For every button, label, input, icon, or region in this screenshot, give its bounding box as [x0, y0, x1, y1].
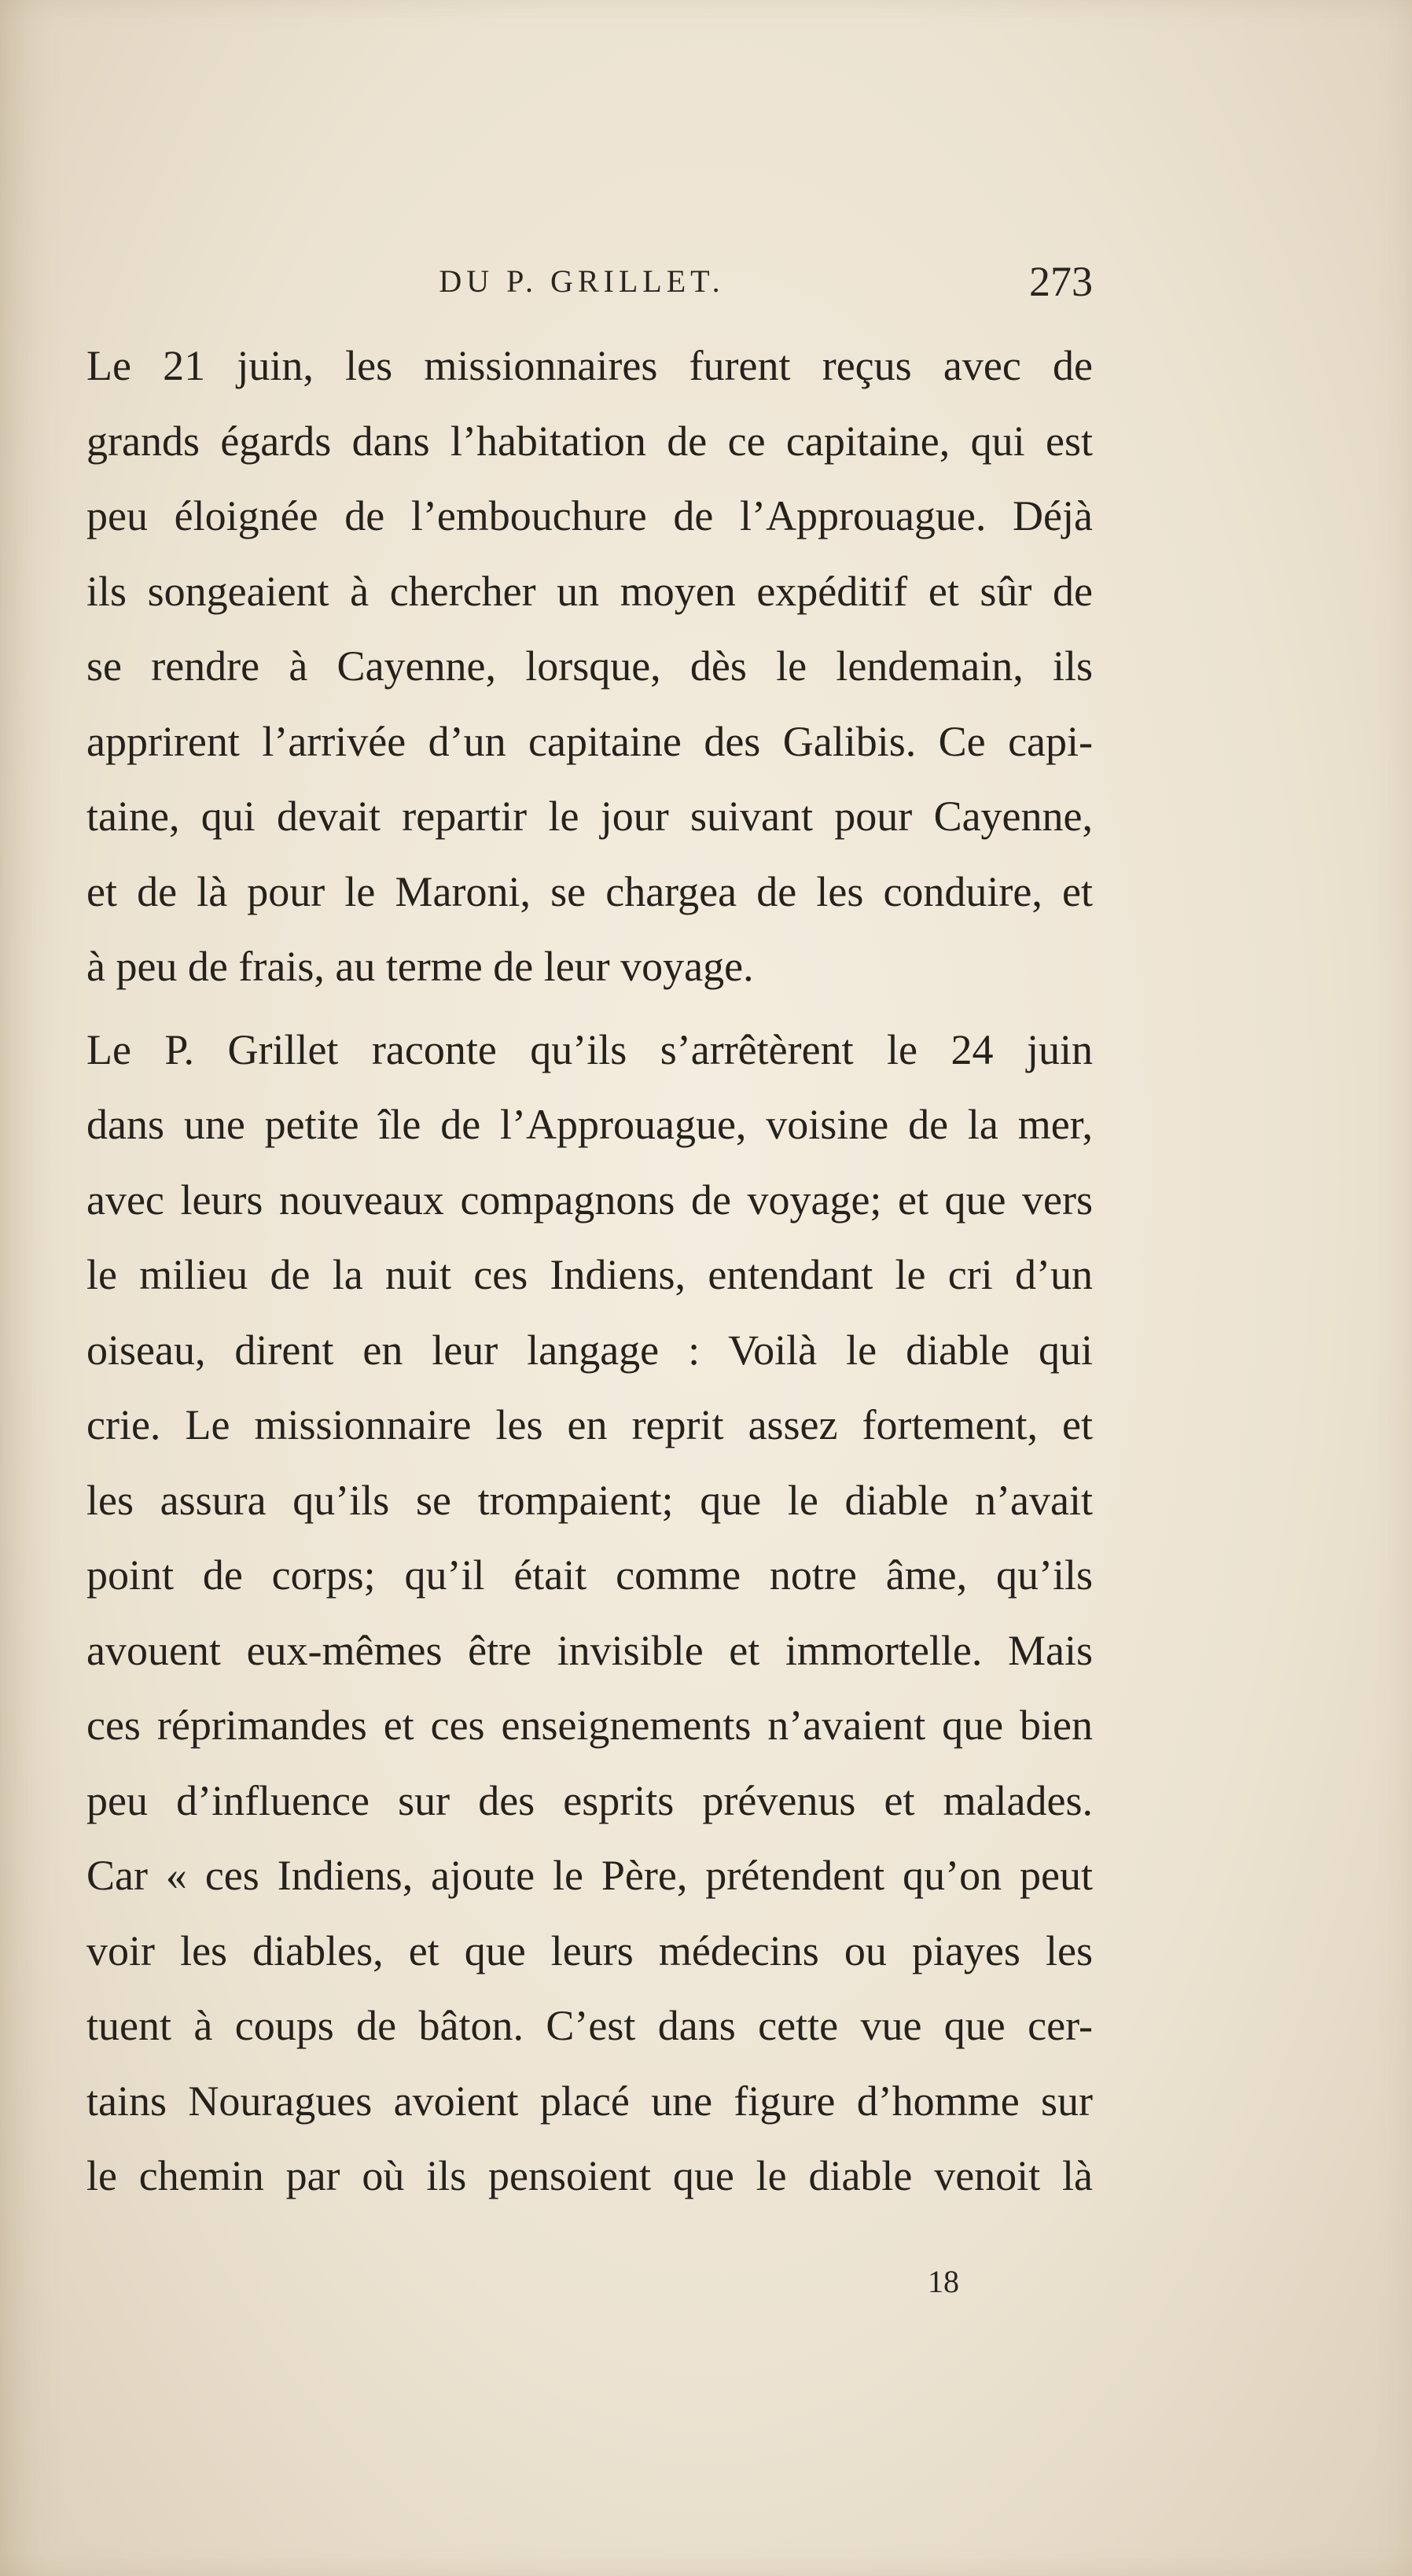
text-line: se rendre à Cayenne, lorsque, dès le lendemain, ils	[86, 642, 1093, 690]
page-header	[0, 250, 1412, 313]
text-line: avouent eux-mêmes être invisible et immortelle. Mais	[86, 1626, 1093, 1674]
text-line: taine, qui devait repartir le jour suivant pour Cayenne,	[86, 793, 1093, 840]
text-line: peu éloignée de l’embouchure de l’Approuague. Déjà	[86, 492, 1093, 539]
text-line: dans une petite île de l’Approuague, voisine de la mer,	[86, 1101, 1093, 1148]
text-line: Le 21 juin, les missionnaires furent reçus avec de	[86, 342, 1093, 389]
text-line: ces réprimandes et ces enseignements n’avaient que bien	[86, 1702, 1093, 1749]
body-text	[86, 329, 1093, 2214]
text-line: les assura qu’ils se trompaient; que le diable n’avait	[86, 1476, 1093, 1524]
text-line: le chemin par où ils pensoient que le diable venoit là	[86, 2152, 1093, 2199]
page-number: 273	[1029, 258, 1093, 305]
text-line: tuent à coups de bâton. C’est dans cette vue que cer-	[86, 2002, 1093, 2049]
text-line: Car « ces Indiens, ajoute le Père, prétendent qu’on peut	[86, 1852, 1093, 1899]
text-line: le milieu de la nuit ces Indiens, entendant le cri d’un	[86, 1251, 1093, 1298]
text-line: tains Nouragues avoient placé une figure d’homme sur	[86, 2077, 1093, 2125]
text-line: voir les diables, et que leurs médecins ou piayes les	[86, 1926, 1093, 1974]
text-line: oiseau, dirent en leur langage : Voilà le diable qui	[86, 1326, 1093, 1374]
text-line: apprirent l’arrivée d’un capitaine des Galibis. Ce capi-	[86, 717, 1093, 765]
signature-mark: 18	[928, 2264, 959, 2299]
text-line: et de là pour le Maroni, se chargea de les conduire, et	[86, 867, 1093, 915]
text-line: crie. Le missionnaire les en reprit assez fortement, et	[86, 1401, 1093, 1448]
text-line: ils songeaient à chercher un moyen expéditif et sûr de	[86, 567, 1093, 615]
text-line: Le P. Grillet raconte qu’ils s’arrêtèrent le 24 juin	[86, 1025, 1093, 1073]
text-line: peu d’influence sur des esprits prévenus et malades.	[86, 1776, 1093, 1824]
text-line: point de corps; qu’il était comme notre âme, qu’ils	[86, 1551, 1093, 1599]
text-line: avec leurs nouveaux compagnons de voyage; et que vers	[86, 1176, 1093, 1224]
text-line: à peu de frais, au terme de leur voyage.	[86, 943, 754, 990]
text-line: grands égards dans l’habitation de ce capitaine, qui est	[86, 417, 1093, 465]
running-head: DU P. GRILLET.	[439, 263, 725, 299]
